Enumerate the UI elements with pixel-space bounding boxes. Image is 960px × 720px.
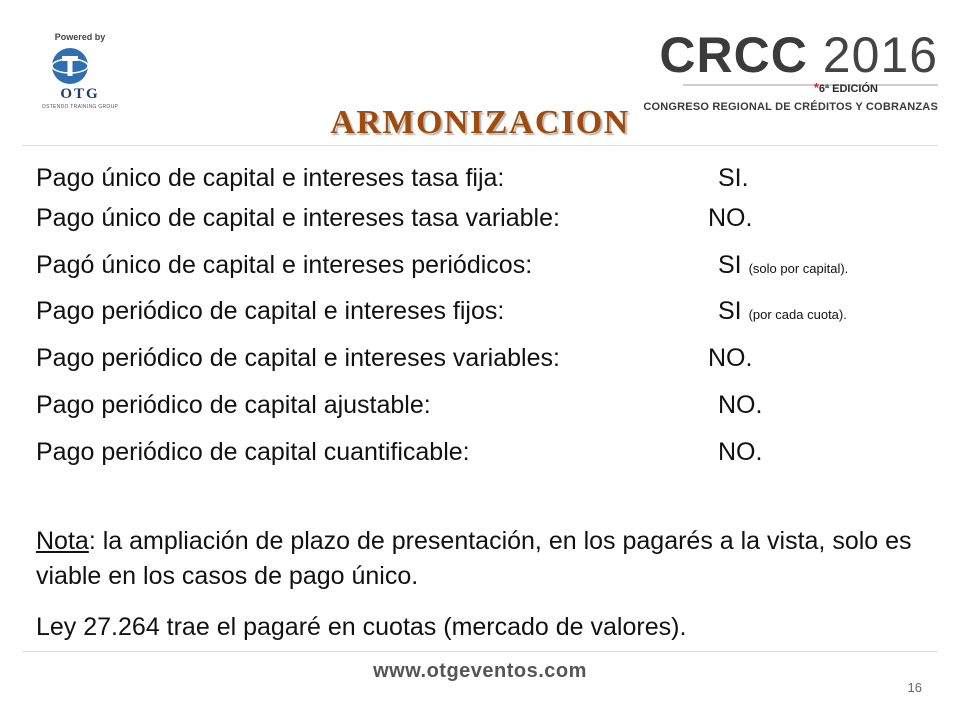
row-1 <box>36 163 749 193</box>
row-value: NO. <box>718 391 763 419</box>
row-5 <box>36 343 753 373</box>
note-paragraph <box>36 524 926 594</box>
row-value: NO. <box>708 204 753 232</box>
otg-name: OTG <box>60 86 100 102</box>
row-value: SI (por cada cuota). <box>718 297 847 325</box>
row-label: Pagó único de capital e intereses periódicos: <box>36 251 533 279</box>
row-7 <box>36 437 763 467</box>
row-value: SI. <box>718 164 749 192</box>
row-label: Pago único de capital e intereses tasa variable: <box>36 204 560 232</box>
row-label: Pago periódico de capital ajustable: <box>36 391 431 419</box>
edition-text: 6ª EDICIÓN <box>818 83 878 95</box>
divider-bottom <box>22 651 938 652</box>
event-logo-year: 2016 <box>822 27 938 83</box>
row-label: Pago periódico de capital e intereses variables: <box>36 344 560 372</box>
note-text: : la ampliación de plazo de presentación, en los pagarés a la vista, solo es viable en los casos de pago único. <box>36 527 912 590</box>
row-4 <box>36 296 847 326</box>
otg-powered-by: Powered by <box>54 32 106 42</box>
event-logo-rule <box>683 84 938 86</box>
row-label: Pago periódico de capital e intereses fijos: <box>36 297 505 325</box>
row-label: Pago único de capital e intereses tasa fija: <box>36 164 505 192</box>
divider-top <box>22 145 938 146</box>
row-2 <box>36 203 753 233</box>
event-logo-title <box>659 27 938 83</box>
row-3 <box>36 250 849 280</box>
page-number: 16 <box>907 680 922 695</box>
edition-star-icon: * <box>813 80 819 95</box>
otg-logo <box>30 32 130 112</box>
event-logo-crcc: CRCC <box>659 27 808 83</box>
row-6 <box>36 390 763 420</box>
row-value: NO. <box>718 438 763 466</box>
row-value: SI (solo por capital). <box>718 251 849 279</box>
row-detail: (solo por capital). <box>748 261 849 276</box>
note-label: Nota <box>36 527 89 555</box>
footer-website: www.otgeventos.com <box>373 660 587 682</box>
otg-globe-icon <box>48 46 92 86</box>
event-logo-subtitle: CONGRESO REGIONAL DE CRÉDITOS Y COBRANZAS <box>643 101 938 113</box>
law-line: Ley 27.264 trae el pagaré en cuotas (mercado de valores). <box>36 613 687 641</box>
row-label: Pago periódico de capital cuantificable: <box>36 438 470 466</box>
slide-title: ARMONIZACION <box>330 104 630 141</box>
row-value: NO. <box>708 344 753 372</box>
event-logo-edition <box>814 80 878 95</box>
row-detail: (por cada cuota). <box>748 307 847 322</box>
otg-tagline: OSTENDO TRAINING GROUP <box>41 104 119 110</box>
